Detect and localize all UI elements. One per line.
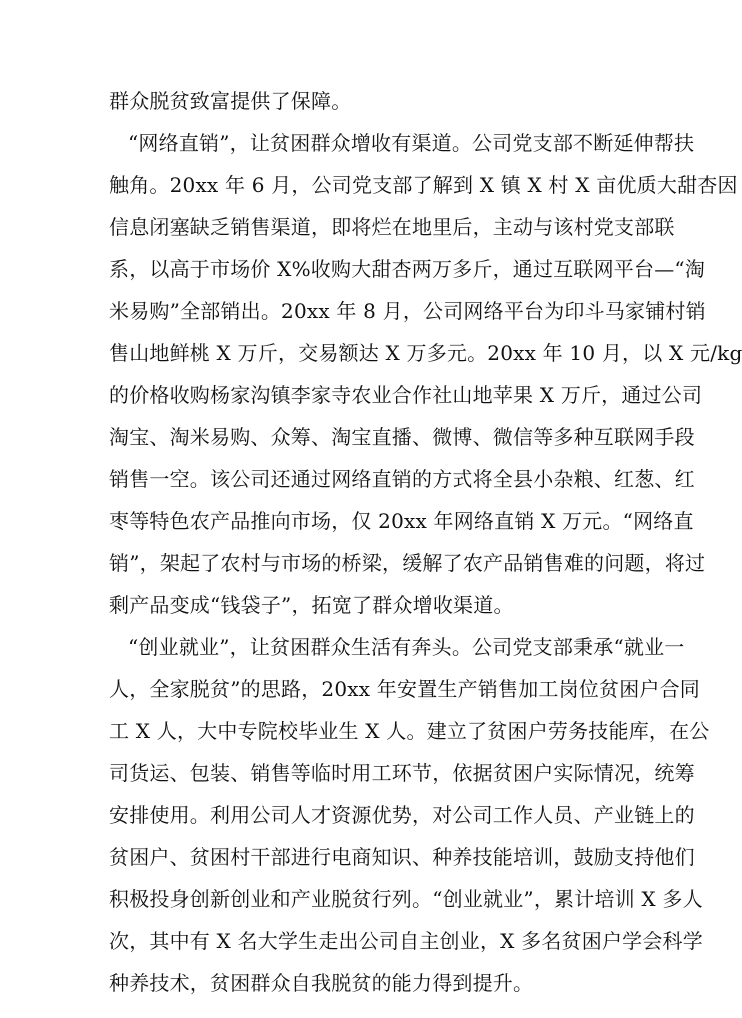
paragraph-line: 人，全家脱贫”的思路，20xx 年安置生产销售加工岗位贫困户合同 <box>109 677 700 701</box>
paragraph-line: 安排使用。利用公司人才资源优势，对公司工作人员、产业链上的 <box>109 803 695 827</box>
paragraph-line: “创业就业”，让贫困群众生活有奔头。公司党支部秉承“就业一 <box>128 635 685 659</box>
paragraph-line: 剩产品变成“钱袋子”，拓宽了群众增收渠道。 <box>109 593 514 617</box>
paragraph-line: 司货运、包装、销售等临时用工环节，依据贫困户实际情况，统筹 <box>109 761 695 785</box>
paragraph-line: 系，以高于市场价 X%收购大甜杏两万多斤，通过互联网平台—“淘 <box>109 257 706 281</box>
paragraph-line: 枣等特色农产品推向市场，仅 20xx 年网络直销 X 万元。“网络直 <box>109 509 694 533</box>
paragraph-line: 米易购”全部销出。20xx 年 8 月，公司网络平台为印斗马家铺村销 <box>109 299 706 323</box>
paragraph-line: 工 X 人，大中专院校毕业生 X 人。建立了贫困户劳务技能库，在公 <box>109 719 710 743</box>
paragraph-line: “网络直销”，让贫困群众增收有渠道。公司党支部不断延伸帮扶 <box>128 131 695 155</box>
paragraph-line: 信息闭塞缺乏销售渠道，即将烂在地里后，主动与该村党支部联 <box>109 215 675 239</box>
paragraph-line: 种养技术，贫困群众自我脱贫的能力得到提升。 <box>109 971 534 995</box>
paragraph-line: 贫困户、贫困村干部进行电商知识、种养技能培训，鼓励支持他们 <box>109 845 695 869</box>
paragraph-line: 销售一空。该公司还通过网络直销的方式将全县小杂粮、红葱、红 <box>109 467 695 491</box>
paragraph-line: 次，其中有 X 名大学生走出公司自主创业，X 多名贫困户学会科学 <box>109 929 703 953</box>
paragraph-line: 触角。20xx 年 6 月，公司党支部了解到 X 镇 X 村 X 亩优质大甜杏因 <box>109 173 738 197</box>
paragraph-line: 售山地鲜桃 X 万斤，交易额达 X 万多元。20xx 年 10 月，以 X 元/kg <box>109 341 742 365</box>
paragraph-line: 的价格收购杨家沟镇李家寺农业合作社山地苹果 X 万斤，通过公司 <box>109 383 703 407</box>
paragraph-line: 积极投身创新创业和产业脱贫行列。“创业就业”，累计培训 X 多人 <box>109 887 703 911</box>
paragraph-line: 群众脱贫致富提供了保障。 <box>109 89 352 113</box>
paragraph-line: 销”，架起了农村与市场的桥梁，缓解了农产品销售难的问题，将过 <box>109 551 706 575</box>
paragraph-line: 淘宝、淘米易购、众筹、淘宝直播、微博、微信等多种互联网手段 <box>109 425 695 449</box>
